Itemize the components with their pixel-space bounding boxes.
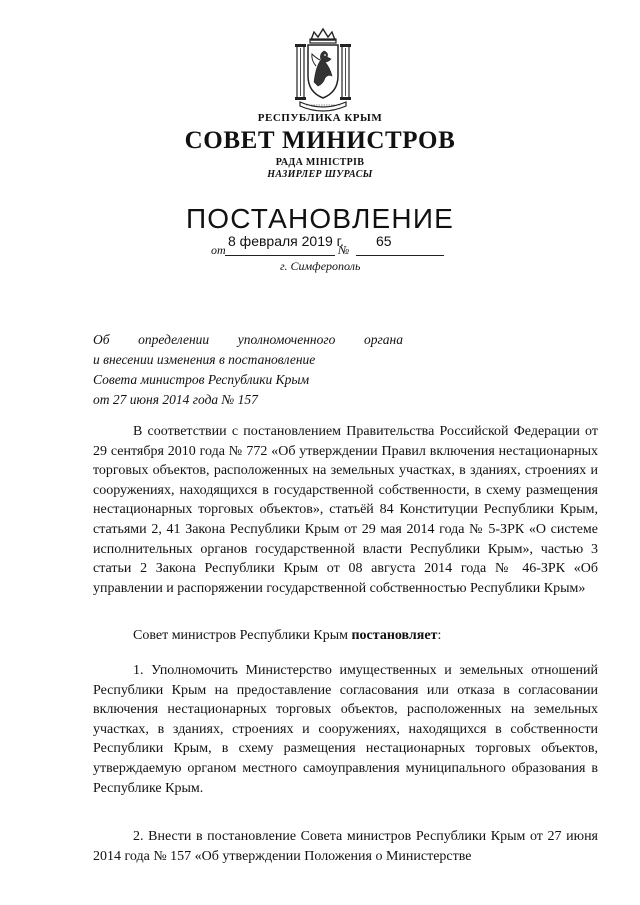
decree-colon: : [437,628,442,643]
document-subject [93,330,403,410]
document-number: 65 [376,233,392,249]
republic-name: РЕСПУБЛИКА КРЫМ [257,112,383,124]
document-title-text: ПОСТАНОВЛЕНИЕ [185,203,455,234]
document-date: 8 февраля 2019 г. [228,233,344,249]
council-name-crimean-tatar: НАЗИРЛЕР ШУРАСЫ [267,169,373,180]
coat-of-arms-emblem [294,26,352,114]
decree-intro-text: Совет министров Республики Крым [133,628,348,643]
number-label: № [338,243,350,257]
council-name-ukrainian: РАДА МІНІСТРІВ [275,157,365,168]
council-name: СОВЕТ МИНИСТРОВ [184,127,456,154]
subject-line: от 27 июня 2014 года № 157 [93,392,258,407]
number-underline [356,255,444,256]
subject-line: Об определении уполномоченного органа [93,332,403,347]
item-1-paragraph: 1. Уполномочить Министерство имущественных и земельных отношений Республики Крым на предоставление согласования или отказа в согласовании включения нестационарных торговых объектов, расположенных на земельных участках, в зданиях, строениях и сооружениях, находящихся в собственности Республики Крым, в схему размещения нестационарных торговых объектов, утверждаемую органом местного самоуправления муниципального образования в Республике Крым. [93,663,598,796]
preamble-paragraph: В соответствии с постановлением Правительства Российской Федерации от 29 сентября 2010 года № 772 «Об утверждении Правил включения нестационарных торговых объектов, расположенных на земельных участках, в зданиях, строениях и сооружениях, находящихся в государственной собственности, в схему размещения нестационарных торговых объектов», статьёй 84 Конституции Республики Крым, статьями 2, 41 Закона Республики Крым от 29 мая 2014 года № 5-ЗРК «О системе исполнительных органов государственной власти Республики Крым», частью 3 статьи 2 Закона Республики Крым от 08 августа 2014 года № 46-ЗРК «Об управлении и распоряжении государственной собственностью Республики Крым» [93,424,598,596]
document-title [0,202,640,235]
subject-line: и внесении изменения в постановление [93,352,316,367]
subject-line: Совета министров Республики Крым [93,372,310,387]
from-label: от [211,243,226,257]
date-number-line [211,233,445,257]
date-underline [225,255,335,256]
decree-word: постановляет [351,628,438,643]
decree-intro-paragraph [93,626,598,646]
city-name: г. Симферополь [280,259,361,273]
item-2-paragraph: 2. Внести в постановление Совета министров Республики Крым от 27 июня 2014 года № 157 «Об утверждении Положения о Министерстве [93,829,598,864]
